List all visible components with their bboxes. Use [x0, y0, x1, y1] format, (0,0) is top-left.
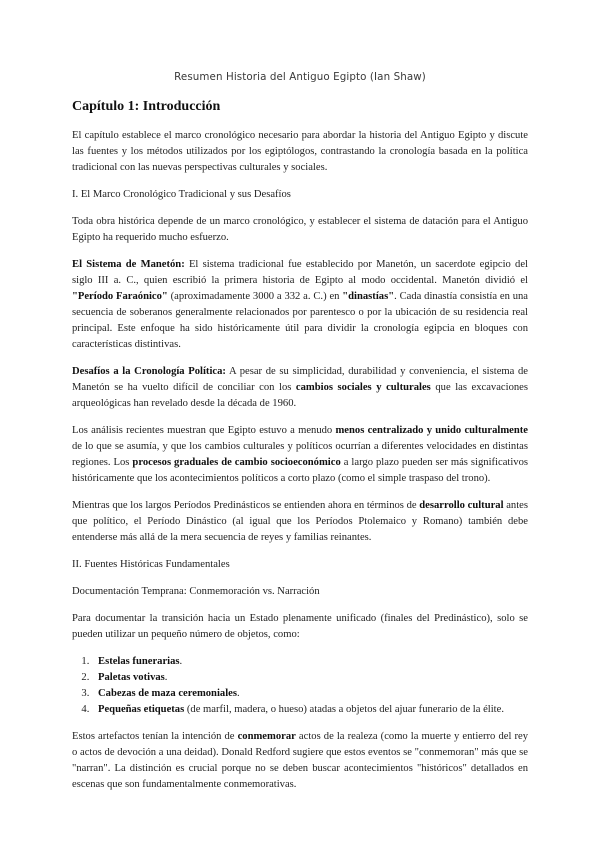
section-heading-1: I. El Marco Cronológico Tradicional y sus Desafíos: [72, 189, 291, 200]
list-item-rest: .: [164, 672, 168, 683]
challenges-paragraph: [72, 364, 528, 412]
challenges-lead: Desafíos a la Cronología Política:: [72, 366, 226, 377]
list-item-rest: .: [179, 656, 183, 667]
artifacts-text-2: actos de la realeza (como la muerte y entierro del rey o actos de devoción a una deidad). Donald Redford sugiere que estos eventos se "conmemoran" más que se "narran". La distinción es crucial porque no se deben buscar acontecimientos "históricos" detallados en escenas que son fundamentalmente conmemorativas.: [72, 731, 528, 790]
recent-text-2: de lo que se asumía, y que los cambios culturales y políticos ocurrían a diferentes velocidades en distintas regiones. Los: [72, 441, 528, 468]
challenges-text-1: A pesar de su simplicidad, durabilidad y conveniencia, el sistema de Manetón se ha vuelto difícil de conciliar con los: [72, 366, 528, 393]
recent-bold-2: procesos graduales de cambio socioeconómico: [132, 457, 341, 468]
predynastic-text-1: Mientras que los largos Períodos Predinásticos se entienden ahora en términos de: [72, 500, 420, 511]
artifacts-bold-1: conmemorar: [237, 731, 296, 742]
artifacts-paragraph: [72, 729, 528, 793]
sources-paragraph: Para documentar la transición hacia un Estado plenamente unificado (finales del Predinástico), solo se pueden utilizar un pequeño número de objetos, como:: [72, 613, 528, 640]
document-body: [72, 98, 528, 804]
recent-text-3: a largo plazo pueden ser más significativos históricamente que los acontecimientos políticos a corto plazo (como el simple traspaso del trono).: [72, 457, 528, 484]
predynastic-text-2: antes que político, el Período Dinástico (al igual que los Períodos Ptolemaico y Romano) también debe entenderse más allá de la mera secuencia de reyes y familias reinantes.: [72, 500, 528, 543]
manetho-text-2: (aproximadamente 3000 a 332 a. C.) en: [167, 291, 343, 302]
challenges-bold-1: cambios sociales y culturales: [295, 382, 431, 393]
list-item-bold: Cabezas de maza ceremoniales: [98, 688, 237, 699]
manetho-bold-1: "Período Faraónico": [72, 291, 168, 302]
recent-bold-1: menos centralizado y unido culturalmente: [335, 425, 528, 436]
manetho-text-1: El sistema tradicional fue establecido por Manetón, un sacerdote egipcio del siglo III a. C., quien escribió la primera historia de Egipto al modo occidental. Manetón dividió el: [72, 259, 528, 286]
intro-paragraph: El capítulo establece el marco cronológico necesario para abordar la historia del Antiguo Egipto y discute las fuentes y los métodos utilizados por los egiptólogos, contrastando la cronología basada en la política tradicional con las nuevas perspectivas culturales y sociales.: [72, 130, 528, 173]
predynastic-paragraph: [72, 498, 528, 546]
list-item-rest: .: [236, 688, 240, 699]
manetho-text-3: . Cada dinastía consistía en una secuencia de soberanos generalmente relacionados por parentesco o por la ubicación de su residencia real principal. Este enfoque ha sido históricamente útil para dividir la cronología egipcia en bloques con características distintivas.: [72, 291, 528, 350]
chapter-heading: Capítulo 1: Introducción: [72, 99, 221, 114]
predynastic-bold-1: desarrollo cultural: [419, 500, 504, 511]
manetho-paragraph: [72, 257, 528, 353]
recent-analysis-paragraph: [72, 423, 528, 487]
manetho-bold-2: "dinastías": [342, 291, 395, 302]
framework-paragraph: Toda obra histórica depende de un marco cronológico, y establecer el sistema de datación para el Antiguo Egipto ha requerido mucho esfuerzo.: [72, 216, 528, 243]
challenges-text-2: que las excavaciones arqueológicas han revelado desde la década de 1960.: [72, 382, 528, 409]
list-item: [92, 686, 528, 702]
list-item-bold: Pequeñas etiquetas: [98, 704, 185, 715]
recent-text-1: Los análisis recientes muestran que Egipto estuvo a menudo: [72, 425, 336, 436]
list-item-bold: Paletas votivas: [98, 672, 165, 683]
list-item: [92, 670, 528, 686]
manetho-lead: El Sistema de Manetón:: [72, 259, 185, 270]
subsection-heading: Documentación Temprana: Conmemoración vs. Narración: [72, 586, 320, 597]
list-item-bold: Estelas funerarias: [98, 656, 180, 667]
list-item: [92, 654, 528, 670]
artifacts-text-1: Estos artefactos tenían la intención de: [72, 731, 238, 742]
list-item-rest: (de marfil, madera, o hueso) atadas a objetos del ajuar funerario de la élite.: [184, 704, 504, 715]
list-item: [92, 702, 528, 718]
document-title: Resumen Historia del Antiguo Egipto (Ian Shaw): [174, 71, 426, 83]
sources-list: [72, 654, 528, 718]
section-heading-2: II. Fuentes Históricas Fundamentales: [72, 559, 230, 570]
